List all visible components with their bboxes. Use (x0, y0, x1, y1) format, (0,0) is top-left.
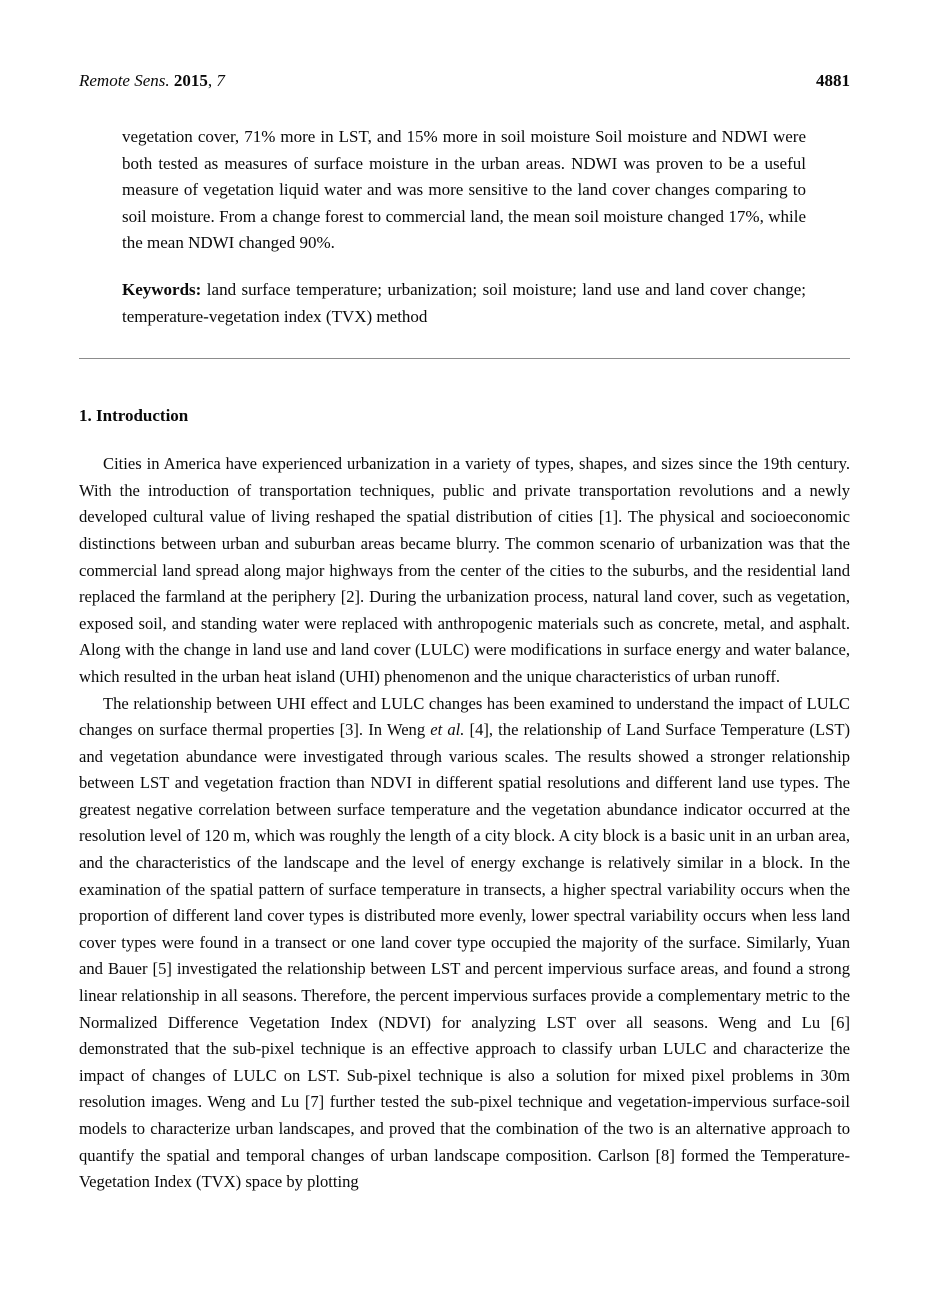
keywords-label: Keywords: (122, 279, 207, 299)
abstract-divider (79, 358, 850, 359)
article-body (79, 405, 850, 1196)
introduction-paragraph-1: Cities in America have experienced urbanization in a variety of types, shapes, and sizes since the 19th century. With the introduction of transportation techniques, public and private transportation revolutions and a newly developed cultural value of living reshaped the spatial distribution of cities [1]. The physical and socioeconomic distinctions between urban and suburban areas became blurry. The common scenario of urbanization was that the commercial land spread along major highways from the center of the cities to the suburbs, and the residential land replaced the farmland at the periphery [2]. During the urbanization process, natural land cover, such as vegetation, exposed soil, and standing water were replaced with anthropogenic materials such as concrete, metal, and asphalt. Along with the change in land use and land cover (LULC) were modifications in surface energy and water balance, which resulted in the urban heat island (UHI) phenomenon and the unique characteristics of urban runoff. (79, 454, 850, 686)
keywords-paragraph (122, 277, 806, 330)
introduction-paragraph-2: The relationship between UHI effect and LULC changes has been examined to understand the impact of LULC changes on surface thermal properties [3]. In Weng et al. [4], the relationship of Land Surface Temperature (LST) and vegetation abundance were investigated through various scales. The results showed a stronger relationship between LST and vegetation fraction than NDVI in different spatial resolutions and different land use types. The greatest negative correlation between surface temperature and the vegetation abundance indicator occurred at the resolution level of 120 m, which was roughly the length of a city block. A city block is a basic unit in an urban area, and the characteristics of the landscape and the level of energy exchange is relatively similar in a block. In the examination of the spatial pattern of surface temperature in transects, a higher spectral variability occurs when the proportion of different land cover types is distributed more evenly, lower spectral variability occurs when less land cover types were found in a transect or one land cover type occupied the majority of the surface. Similarly, Yuan and Bauer [5] investigated the relationship between LST and percent impervious surface areas, and found a strong linear relationship in all seasons. Therefore, the percent impervious surfaces provide a complementary metric to the Normalized Difference Vegetation Index (NDVI) for analyzing LST over all seasons. Weng and Lu [6] demonstrated that the sub-pixel technique is an effective approach to classify urban LULC and characterize the impact of changes of LULC on LST. Sub-pixel technique is also a solution for mixed pixel problems in 30m resolution images. Weng and Lu [7] further tested the sub-pixel technique and vegetation-impervious surface-soil models to characterize urban landscapes, and proved that the combination of the two is an alternative approach to quantify the spatial and temporal changes of urban landscape composition. Carlson [8] formed the Temperature-Vegetation Index (TVX) space by plotting (79, 693, 850, 1192)
journal-reference: Remote Sens. 2015, 7 (79, 71, 225, 90)
abstract-continuation-paragraph: vegetation cover, 71% more in LST, and 15% more in soil moisture Soil moisture and NDWI were both tested as measures of surface moisture in the urban areas. NDWI was proven to be a useful measure of vegetation liquid water and was more sensitive to the land cover changes comparing to soil moisture. From a change forest to commercial land, the mean soil moisture changed 17%, while the mean NDWI changed 90%. (122, 127, 806, 253)
keywords-text: land surface temperature; urbanization; soil moisture; land use and land cover change; temperature-vegetation index (TVX) method (122, 279, 806, 326)
running-head (79, 70, 850, 92)
section-heading-introduction: 1. Introduction (79, 406, 189, 426)
abstract-section (122, 124, 806, 330)
page-number: 4881 (816, 71, 850, 90)
introduction-text (79, 451, 850, 1196)
